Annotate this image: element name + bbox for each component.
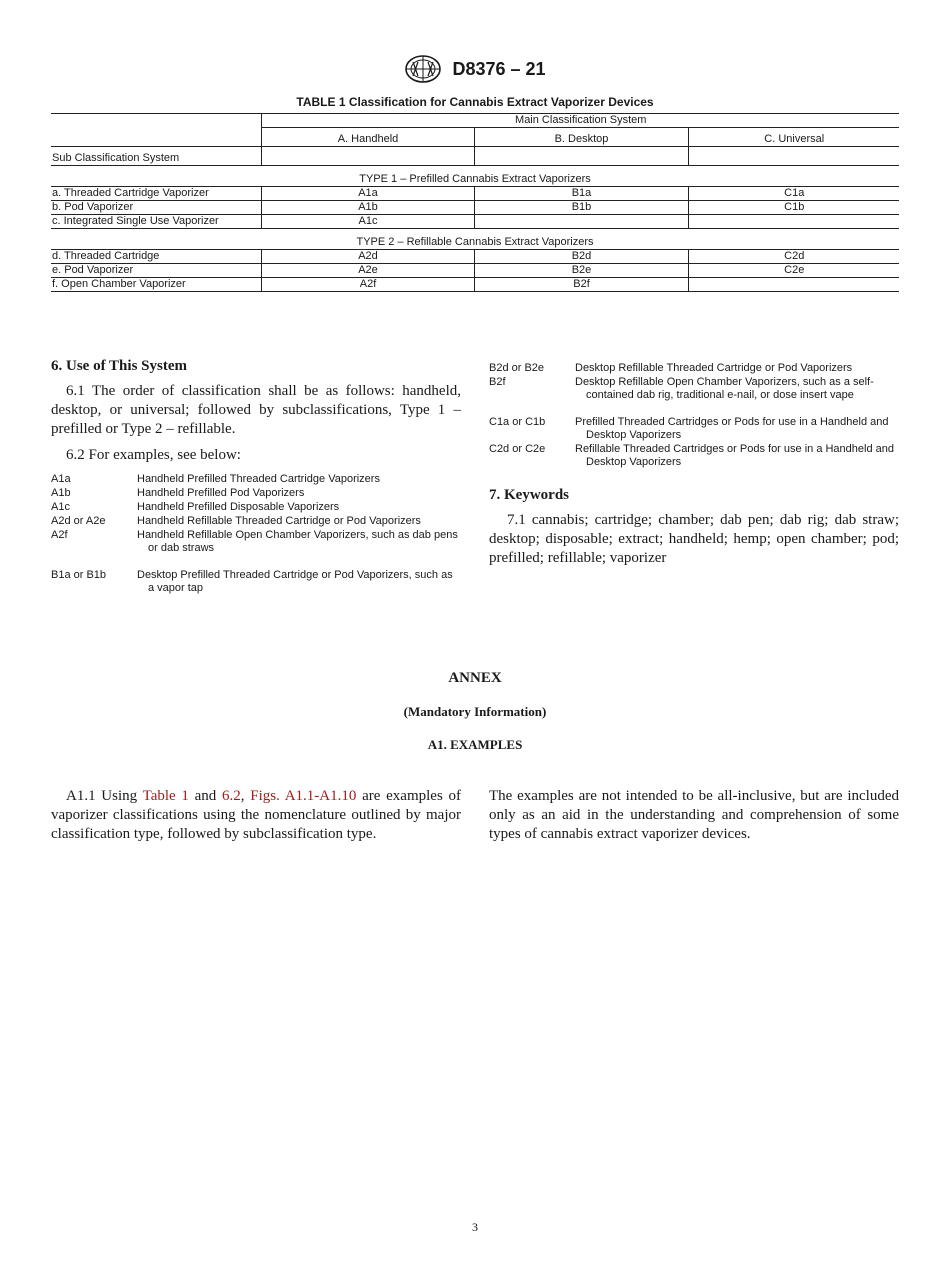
list-item: A2f Handheld Refillable Open Chamber Vaporizers, such as dab pens or dab straws	[51, 529, 458, 554]
annex-subtitle: (Mandatory Information)	[403, 704, 547, 719]
annex-heading: A1. EXAMPLES	[427, 737, 523, 752]
sub-classification-label: Sub Classification System	[51, 147, 261, 166]
document-header	[0, 54, 950, 84]
left-column	[51, 358, 461, 595]
paragraph-6-2: 6.2 For examples, see below:	[66, 447, 241, 463]
table-row: d. Threaded Cartridge A2d B2d C2d	[51, 250, 899, 264]
column-header: B. Desktop	[474, 128, 688, 147]
section-7-heading: 7. Keywords	[489, 487, 569, 503]
standard-designation: D8376 – 21	[452, 58, 546, 79]
table-1-link[interactable]: Table 1	[142, 788, 189, 804]
table-row: a. Threaded Cartridge Vaporizer A1a B1a C1a	[51, 187, 899, 201]
classification-table	[51, 113, 899, 292]
list-item: B2f Desktop Refillable Open Chamber Vaporizers, such as a self-contained dab rig, traditional e-nail, or dose insert vape	[489, 376, 874, 401]
examples-list-continued	[489, 362, 899, 469]
page-number: 3	[472, 1220, 478, 1234]
section-6-2-link[interactable]: 6.2	[222, 788, 241, 804]
column-header: C. Universal	[688, 128, 899, 147]
list-item: A2d or A2e Handheld Refillable Threaded Cartridge or Pod Vaporizers	[51, 515, 421, 527]
table-row: f. Open Chamber Vaporizer A2f B2f	[51, 278, 899, 292]
list-item: C2d or C2e Refillable Threaded Cartridges or Pods for use in a Handheld and Desktop Vaporizers	[489, 443, 894, 468]
annex-title: ANNEX	[448, 670, 502, 686]
column-header: A. Handheld	[261, 128, 474, 147]
figures-link[interactable]: Figs. A1.1-A1.10	[250, 788, 357, 804]
list-item: A1b Handheld Prefilled Pod Vaporizers	[51, 487, 305, 499]
main-classification-label: Main Classification System	[261, 114, 899, 128]
type2-label: TYPE 2 – Refillable Cannabis Extract Vaporizers	[51, 229, 899, 250]
paragraph-a1-1: A1.1 Using Table 1 and 6.2, Figs. A1.1-A1.10 are examples of vaporizer classifications using the nomenclature outlined by major classification type, followed by subclassification type.	[51, 788, 461, 842]
list-item: A1c Handheld Prefilled Disposable Vaporizers	[51, 501, 340, 513]
astm-logo-icon	[404, 54, 442, 84]
type1-label: TYPE 1 – Prefilled Cannabis Extract Vaporizers	[51, 166, 899, 187]
list-item: B2d or B2e Desktop Refillable Threaded Cartridge or Pod Vaporizers	[489, 362, 853, 374]
annex	[0, 670, 950, 753]
examples-list	[51, 473, 461, 595]
list-item: A1a Handheld Prefilled Threaded Cartridge Vaporizers	[51, 473, 380, 485]
table-row: c. Integrated Single Use Vaporizer A1c	[51, 215, 899, 229]
paragraph-a1-1-continued: The examples are not intended to be all-inclusive, but are included only as an aid in the understanding and comprehension of some types of cannabis extract vaporizer devices.	[489, 788, 899, 842]
table-row: e. Pod Vaporizer A2e B2e C2e	[51, 264, 899, 278]
table-title: TABLE 1 Classification for Cannabis Extract Vaporizer Devices	[296, 95, 654, 109]
paragraph-7-1: 7.1 cannabis; cartridge; chamber; dab pen; dab rig; dab straw; desktop; disposable; extract; handheld; hemp; open chamber; pod; prefilled; refillable; vaporizer	[489, 512, 899, 566]
table-row: b. Pod Vaporizer A1b B1b C1b	[51, 201, 899, 215]
paragraph-6-1: 6.1 The order of classification shall be as follows: handheld, desktop, or universal; followed by subclassifications, Type 1 – prefilled or Type 2 – refillable.	[51, 383, 461, 437]
list-item: C1a or C1b Prefilled Threaded Cartridges or Pods for use in a Handheld and Desktop Vaporizers	[489, 416, 889, 441]
list-item: B1a or B1b Desktop Prefilled Threaded Cartridge or Pod Vaporizers, such as a vapor tap	[51, 569, 453, 594]
section-6-heading: 6. Use of This System	[51, 358, 187, 374]
right-column	[489, 362, 899, 568]
